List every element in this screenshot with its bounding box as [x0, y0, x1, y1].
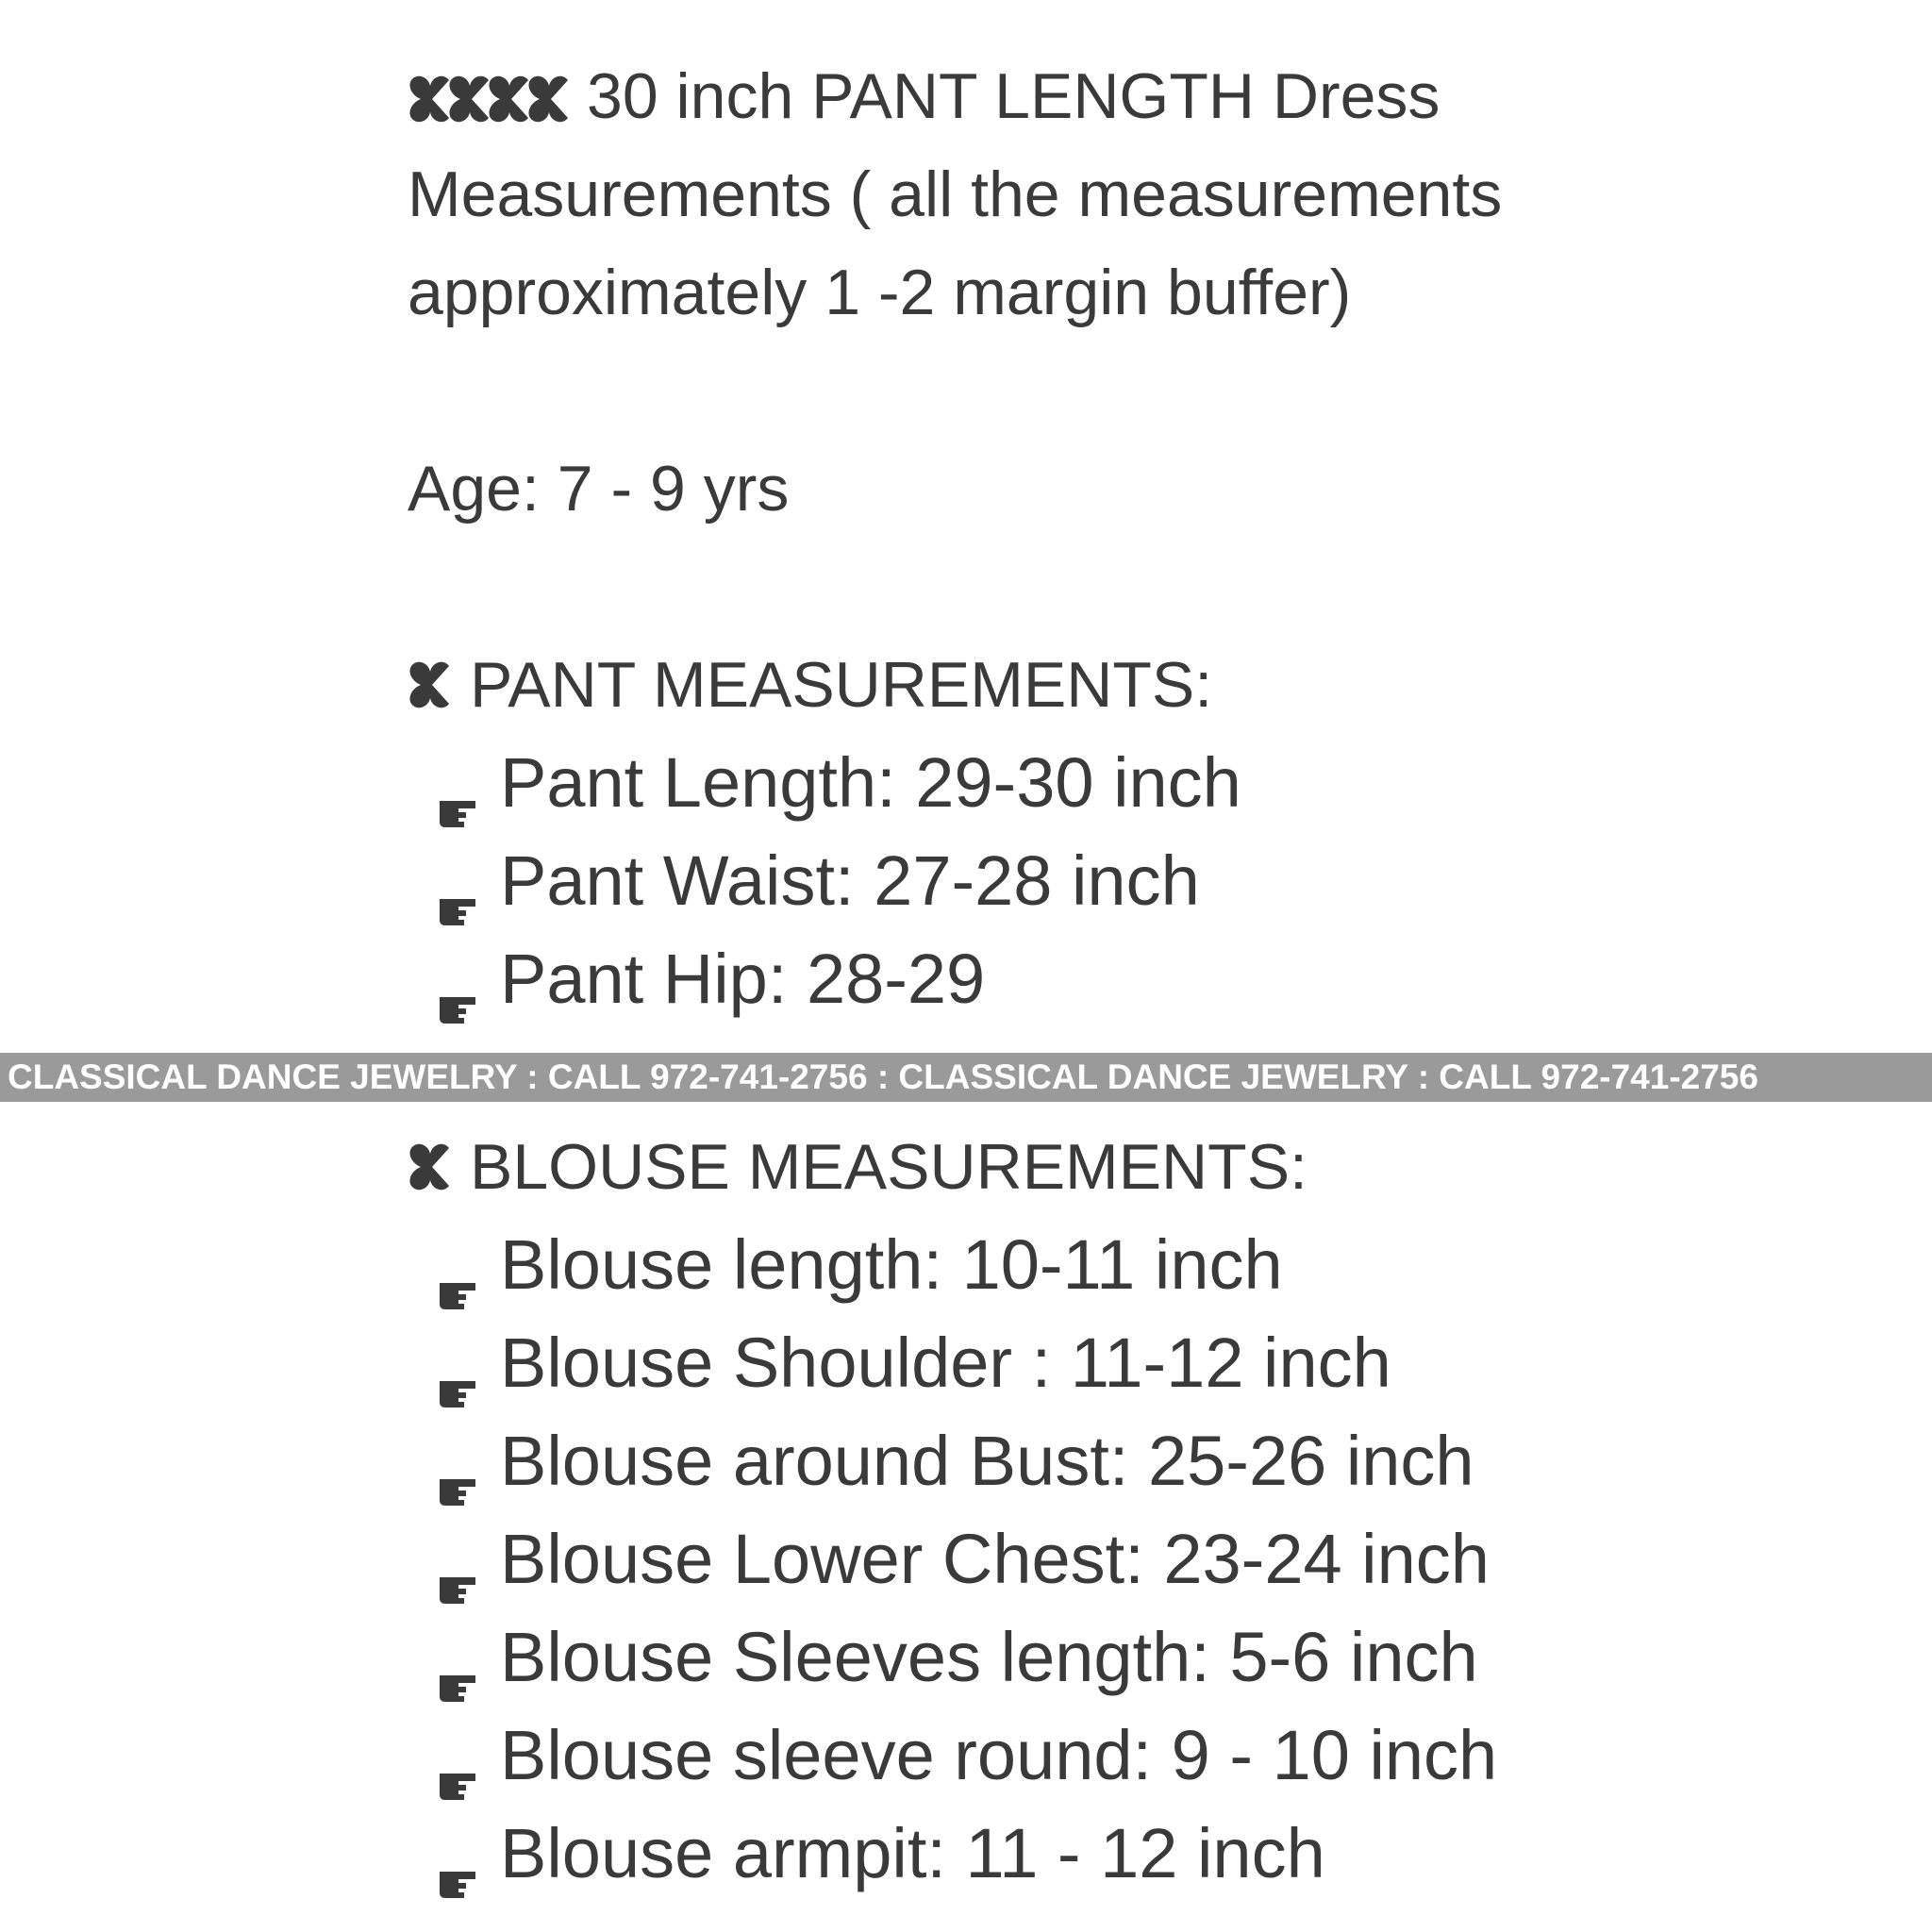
- intro-paragraph: [408, 47, 1662, 341]
- pointing-hand-icon: [438, 1441, 479, 1482]
- heart-icon: [447, 75, 492, 124]
- list-item-text: Blouse around Bust: 25-26 inch: [500, 1422, 1474, 1500]
- pointing-hand-icon: [438, 1244, 479, 1286]
- list-item-text: Pant Length: 29-30 inch: [500, 743, 1241, 822]
- heart-icon: [408, 660, 453, 709]
- pointing-hand-icon: [438, 1539, 479, 1580]
- list-item-text: Blouse Lower Chest: 23-24 inch: [500, 1520, 1490, 1598]
- pointing-hand-icon: [438, 958, 479, 1000]
- list-item-text: Pant Hip: 28-29: [500, 940, 986, 1018]
- pant-heading: [408, 636, 1917, 734]
- heart-icon: [408, 75, 453, 124]
- measurements-content: [408, 47, 1917, 1028]
- heart-icon: [526, 75, 572, 124]
- list-item: [408, 930, 1917, 1028]
- list-item: [408, 1510, 1917, 1608]
- pointing-hand-icon: [438, 1735, 479, 1776]
- watermark-banner: CLASSICAL DANCE JEWELRY : CALL 972-741-2756 : CLASSICAL DANCE JEWELRY : CALL 972-741-2756: [0, 1053, 1932, 1102]
- heart-icon: [487, 75, 532, 124]
- pointing-hand-icon: [438, 860, 479, 902]
- list-item: [408, 1314, 1917, 1412]
- list-item-text: Blouse Shoulder : 11-12 inch: [500, 1324, 1391, 1402]
- list-item: [408, 1707, 1917, 1805]
- pant-heading-text: PANT MEASUREMENTS:: [470, 649, 1213, 721]
- list-item: [408, 1216, 1917, 1314]
- heart-icon: [408, 1142, 453, 1191]
- list-item: [408, 1412, 1917, 1510]
- hearts-decoration: [408, 75, 566, 124]
- blouse-section: [408, 1118, 1917, 1903]
- list-item: [408, 1608, 1917, 1707]
- list-item: [408, 832, 1917, 930]
- blouse-heading-text: BLOUSE MEASUREMENTS:: [470, 1131, 1307, 1203]
- pointing-hand-icon: [438, 1833, 479, 1874]
- pointing-hand-icon: [438, 762, 479, 804]
- age-range: Age: 7 - 9 yrs: [408, 453, 790, 525]
- pant-section: [408, 636, 1917, 1028]
- list-item-text: Blouse armpit: 11 - 12 inch: [500, 1814, 1325, 1892]
- list-item: [408, 1805, 1917, 1903]
- intro-text: 30 inch PANT LENGTH Dress Measurements ( all the measurements approximately 1 -2 margin buffer): [408, 60, 1503, 328]
- list-item-text: Pant Waist: 27-28 inch: [500, 841, 1200, 920]
- pointing-hand-icon: [438, 1637, 479, 1678]
- list-item-text: Blouse length: 10-11 inch: [500, 1225, 1283, 1304]
- list-item: [408, 734, 1917, 832]
- blouse-heading: [408, 1118, 1917, 1216]
- list-item-text: Blouse sleeve round: 9 - 10 inch: [500, 1716, 1498, 1794]
- pointing-hand-icon: [438, 1342, 479, 1384]
- list-item-text: Blouse Sleeves length: 5-6 inch: [500, 1618, 1478, 1696]
